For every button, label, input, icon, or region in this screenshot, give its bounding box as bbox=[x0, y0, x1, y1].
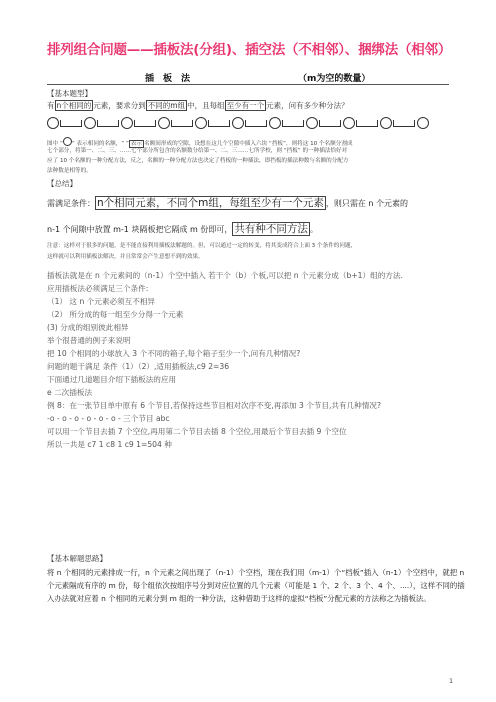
question-mid2: 中，且每组 bbox=[187, 101, 225, 110]
question-line bbox=[47, 100, 349, 111]
ball-icon bbox=[121, 117, 133, 129]
summary-label: 【总结】 bbox=[47, 179, 77, 188]
ball-icon bbox=[380, 117, 392, 129]
ball-icon bbox=[417, 117, 429, 129]
gap-icon bbox=[97, 120, 119, 127]
ball-icon bbox=[158, 117, 170, 129]
ball-icon bbox=[47, 117, 59, 129]
note-line2: 这样就可以利用插板法解决，并且常常会产生意想不到的效果。 bbox=[47, 254, 204, 260]
ball-icon bbox=[63, 137, 72, 146]
figure-note-line2: 七个部分，将第一、二、三、……七个部分所包含的名额数分给第一、二、三……七所学校，则 “挡板” 的一种插法恰好对 bbox=[47, 148, 348, 154]
gap-icon bbox=[393, 120, 415, 127]
note-line1: 注意：这样对于很多的问题，是不能直接利用插板法解题的。但，可以通过一定的转变，将其变成符合上面 3 个条件的问题， bbox=[47, 243, 357, 249]
figure-note-text: 名额间形成的空隙，设想在这几个空隙中插入六块 “挡板”，则将这 10 个名额分割成 bbox=[144, 141, 353, 147]
gap-icon bbox=[171, 120, 193, 127]
gap-icon bbox=[282, 120, 304, 127]
gap-icon bbox=[134, 120, 156, 127]
body-line: e 二次插板法 bbox=[47, 388, 93, 397]
summary-result-box: 共有种不同方法 bbox=[234, 223, 308, 235]
gap-icon bbox=[319, 120, 341, 127]
body-line: （2） 所分成的每一组至少分得一个元素 bbox=[47, 310, 184, 319]
ball-icon bbox=[195, 117, 207, 129]
solution-label: 【基本解题思路】 bbox=[47, 554, 107, 563]
section-heading: 插 板 法 bbox=[145, 74, 191, 84]
summary-suffix: ，则只需在 n 个元素的 bbox=[325, 199, 409, 208]
page-title: 排列组合问题——插板法(分组)、插空法（不相邻）、捆绑法（相邻） bbox=[47, 42, 452, 58]
basic-type-label: 【基本题型】 bbox=[47, 89, 92, 98]
gap-icon bbox=[245, 120, 267, 127]
gap-icon bbox=[60, 120, 82, 127]
solution-paragraph: 将 n 个相同的元素排成一行，n 个元素之间出现了（n-1）个空档，现在我们用（m-1）个“档板”插入（n-1）个空档中，就把 n 个元素隔成有序的 m 份，每个组依次按组序号分到对应位置的几个元素（可能是 1 个、2 个、3 个、4 个、....），这样不同的插入办法就对应着 n 个相同的元素分到 m 组的一种分法，这种借助于这样的虚拟“档板”分配元素的方法称之为插板法。 bbox=[47, 568, 465, 603]
body-line: 可以用一个节目去插 7 个空位,再用第二个节目去插 8 个空位,用最后个节目去插 9 个空位 bbox=[47, 427, 347, 436]
summary-line2-prefix: n-1 个间隙中放置 m-1 块隔板把它隔成 m 份即可， bbox=[47, 225, 233, 234]
gap-icon bbox=[356, 120, 378, 127]
summary-line1 bbox=[47, 191, 408, 210]
ball-icon bbox=[306, 117, 318, 129]
body-line: （1） 这 n 个元素必须互不相异 bbox=[47, 297, 156, 306]
question-prefix: 有 bbox=[47, 101, 55, 110]
body-line: 插板法就是在 n 个元素间的（n-1）个空中插入 若干个（b）个板,可以把 n 个元素分成（b+1）组的方法. bbox=[47, 271, 403, 280]
question-suffix: 元素，问有多少种分法？ bbox=[266, 101, 349, 110]
summary-line2 bbox=[47, 217, 318, 236]
body-line: -o - o - o - o - o - o - 三个节目 abc bbox=[47, 414, 170, 423]
gap-icon bbox=[208, 120, 230, 127]
body-line: 把 10 个相同的小球放入 3 个不同的箱子,每个箱子至少一个,问有几种情况? bbox=[47, 349, 301, 358]
figure-note-text: ” 表示相同的名额，“ ” bbox=[71, 141, 129, 147]
heading-rule bbox=[47, 84, 449, 85]
section-note: （m为空的数量） bbox=[298, 74, 371, 84]
ball-icon bbox=[232, 117, 244, 129]
body-line: 应用插板法必须满足三个条件: bbox=[47, 284, 149, 293]
figure-note-line4: 法种数是相等的。 bbox=[47, 168, 92, 174]
ball-icon bbox=[343, 117, 355, 129]
summary-prefix: 需满足条件： bbox=[47, 199, 95, 208]
summary-line2-suffix: 。 bbox=[309, 225, 318, 234]
body-line: 举个很普通的例子来说明 bbox=[47, 336, 131, 345]
ball-icon bbox=[269, 117, 281, 129]
body-line: 所以一共是 c7 1 c8 1 c9 1=504 种 bbox=[47, 440, 172, 449]
body-line: 问题的题干满足 条件（1）（2）,适用插板法,c9 2=36 bbox=[47, 362, 230, 371]
ball-icon bbox=[84, 117, 96, 129]
question-box-atleast: 至少有一个 bbox=[226, 101, 265, 110]
body-line: (3) 分成的组别彼此相异 bbox=[47, 323, 129, 332]
body-line: 下面通过几道题目介绍下插板法的应用 bbox=[47, 375, 177, 384]
question-box-identical: n个相同的 bbox=[56, 101, 92, 110]
question-mid1: 元素，要求分到 bbox=[93, 101, 146, 110]
summary-conditions-box: n个相同元素，不同个m组，每组至少有一个元素 bbox=[97, 197, 324, 209]
question-box-groups: 不同的m组 bbox=[147, 101, 186, 110]
body-line: 例 8：在一张节目单中原有 6 个节目,若保持这些节目相对次序不变,再添加 3 个节目,共有几种情况? bbox=[47, 401, 381, 410]
figure-note-box: 表示 bbox=[130, 141, 143, 147]
page-number: 1 bbox=[449, 677, 454, 685]
figure-note-text: 图中 “ bbox=[47, 141, 63, 147]
figure-note-line3: 应了 10 个名额的一种分配方法，反之，名额的一种分配方法也决定了档板的一种插法，即挡板的插法种数与名额的分配方 bbox=[47, 158, 349, 164]
